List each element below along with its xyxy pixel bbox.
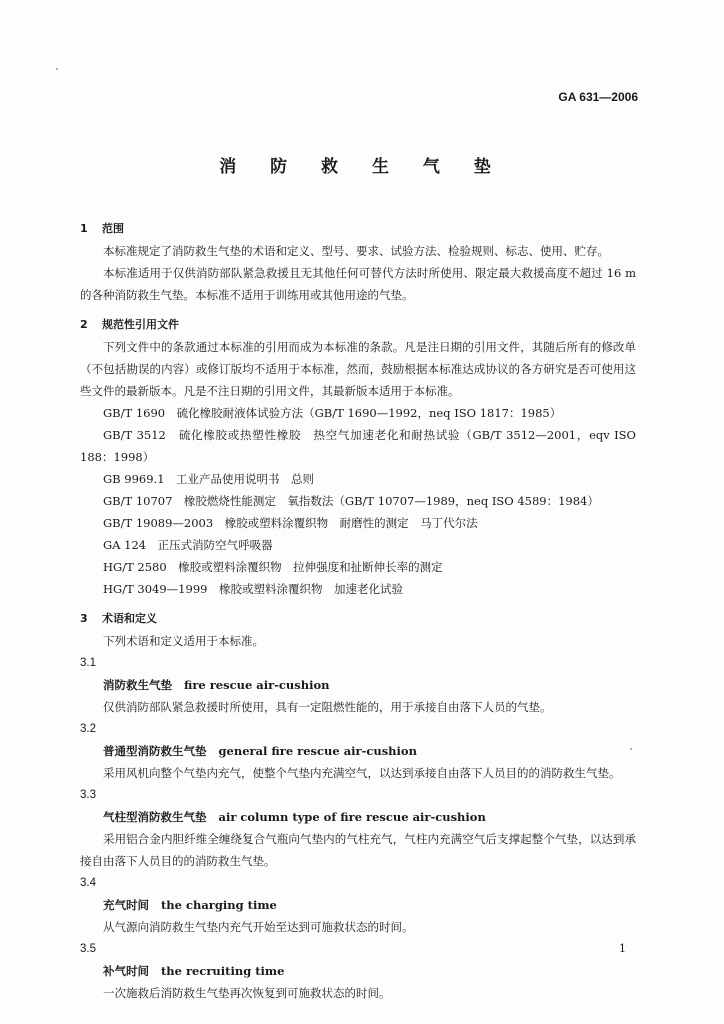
- term-definition: 一次施救后消防救生气垫再次恢复到可施救状态的时间。: [103, 986, 391, 1000]
- scope-paragraph: 本标准适用于仅供消防部队紧急救援且无其他任何可替代方法时所使用、限定最大救援高度不超过 16 m 的各种消防救生气垫。本标准不适用于训练用或其他用途的气垫。: [80, 266, 636, 302]
- section-number: 1: [80, 222, 88, 235]
- reference-item: GB 9969.1 工业产品使用说明书 总则: [103, 472, 315, 486]
- term-definition: 采用铝合金内胆纤维全缠绕复合气瓶向气垫内的气柱充气，气柱内充满空气后支撑起整个气垫，以达到承接自由落下人员目的的消防救生气垫。: [80, 832, 636, 868]
- section-3-heading: [80, 608, 636, 630]
- term-entry: [80, 806, 636, 828]
- reference-item: GA 124 正压式消防空气呼吸器: [103, 538, 273, 552]
- section-2-heading: [80, 314, 636, 336]
- page-number: 1: [619, 942, 626, 955]
- section-number: 3: [80, 612, 88, 625]
- term-chinese: 普通型消防救生气垫: [103, 744, 207, 758]
- references-intro: 下列文件中的条款通过本标准的引用而成为本标准的条款。凡是注日期的引用文件，其随后所有的修改单（不包括勘误的内容）或修订版均不适用于本标准，然而，鼓励根据本标准达成协议的各方研究是否可使用这些文件的最新版本。凡是不注日期的引用文件，其最新版本适用于本标准。: [80, 340, 636, 398]
- term-entry: [80, 960, 636, 982]
- term-number: 3.4: [80, 877, 96, 889]
- term-english: fire rescue air-cushion: [184, 678, 330, 692]
- term-definition: 仅供消防部队紧急救援时所使用，具有一定阻燃性能的，用于承接自由落下人员的气垫。: [103, 700, 552, 714]
- term-english: general fire rescue air-cushion: [218, 744, 417, 758]
- reference-item: GB/T 3512 硫化橡胶或热塑性橡胶 热空气加速老化和耐热试验（GB/T 3512—2001，eqv ISO 188：1998）: [80, 428, 636, 464]
- term-entry: [80, 674, 636, 696]
- term-definition: 从气源向消防救生气垫内充气开始至达到可施救状态的时间。: [103, 920, 414, 934]
- scan-speck: [630, 748, 632, 750]
- reference-item: GB/T 10707 橡胶燃烧性能测定 氧指数法（GB/T 10707—1989，neq ISO 4589：1984）: [103, 494, 599, 508]
- term-number: 3.1: [80, 657, 96, 669]
- term-number: 3.3: [80, 789, 96, 801]
- section-title: 规范性引用文件: [102, 318, 179, 331]
- reference-item: GB/T 1690 硫化橡胶耐液体试验方法（GB/T 1690—1992，neq ISO 1817：1985）: [103, 406, 562, 420]
- term-number: 3.5: [80, 943, 96, 955]
- term-number: 3.2: [80, 723, 96, 735]
- scan-speck: [56, 68, 58, 70]
- term-definition: 采用风机向整个气垫内充气，使整个气垫内充满空气，以达到承接自由落下人员目的的消防救生气垫。: [103, 766, 621, 780]
- standard-number: GA 631—2006: [558, 90, 638, 104]
- reference-item: HG/T 3049—1999 橡胶或塑料涂覆织物 加速老化试验: [103, 582, 403, 596]
- term-english: the recruiting time: [161, 964, 285, 978]
- term-chinese: 消防救生气垫: [103, 678, 172, 692]
- reference-item: HG/T 2580 橡胶或塑料涂覆织物 拉伸强度和扯断伸长率的测定: [103, 560, 443, 574]
- term-english: the charging time: [161, 898, 277, 912]
- document-body: [80, 210, 636, 1004]
- reference-item: GB/T 19089—2003 橡胶或塑料涂覆织物 耐磨性的测定 马丁代尔法: [103, 516, 478, 530]
- terms-intro: 下列术语和定义适用于本标准。: [103, 634, 264, 648]
- section-title: 术语和定义: [102, 612, 157, 625]
- document-title: 消 防 救 生 气 垫: [219, 157, 505, 177]
- term-entry: [80, 894, 636, 916]
- scope-paragraph: 本标准规定了消防救生气垫的术语和定义、型号、要求、试验方法、检验规则、标志、使用、贮存。: [103, 244, 609, 258]
- section-number: 2: [80, 318, 88, 331]
- section-title: 范围: [102, 222, 124, 235]
- term-chinese: 充气时间: [103, 898, 149, 912]
- term-english: air column type of fire rescue air-cushion: [218, 810, 486, 824]
- term-chinese: 补气时间: [103, 964, 149, 978]
- section-1-heading: [80, 218, 636, 240]
- term-chinese: 气柱型消防救生气垫: [103, 810, 207, 824]
- term-entry: [80, 740, 636, 762]
